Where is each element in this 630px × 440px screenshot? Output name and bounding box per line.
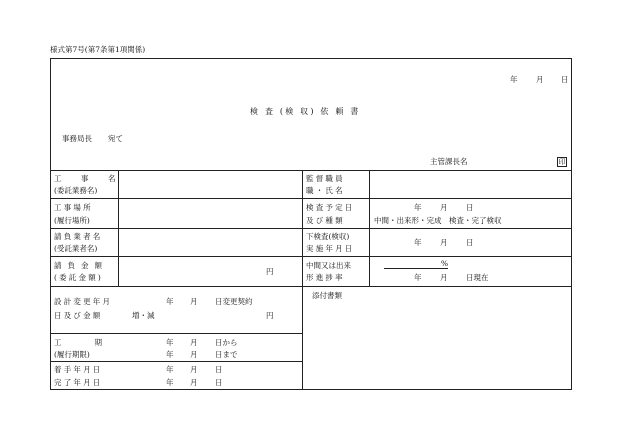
design-change-label2: 日及び金額 (54, 311, 103, 320)
period-to-day: 日まで (215, 350, 238, 359)
work-name-label2: (委託業務名) (54, 186, 98, 195)
period-from-month: 月 (190, 338, 198, 347)
completion-date-label: 完了年月日 (54, 378, 103, 387)
document-title: 検 査 (検 収) 依 頼 書 (250, 107, 361, 116)
date-month: 月 (536, 75, 544, 84)
row-line-4 (50, 286, 572, 287)
period-to-year: 年 (166, 350, 174, 359)
seal-stamp: 印 (558, 158, 566, 166)
form-number: 様式第7号(第7条第1項関係) (50, 45, 146, 54)
row-line-5 (50, 333, 302, 334)
design-change-year: 年 (166, 297, 174, 306)
supervisor-label2: 職・氏名 (306, 186, 345, 195)
date-day: 日 (561, 75, 569, 84)
chief-label: 主管課長名 (430, 157, 468, 166)
completion-year: 年 (166, 378, 174, 387)
period-label1: 工 期 (54, 338, 108, 347)
lower-inspection-label2: 実施年月日 (306, 244, 355, 253)
attachments-label: 添付書類 (312, 291, 342, 300)
progress-month: 月 (440, 273, 448, 282)
progress-label2: 形進捗率 (306, 273, 345, 282)
progress-year: 年 (414, 273, 422, 282)
work-name-label1: 工 事 名 (54, 174, 122, 183)
addressee-name: 事務局長 (62, 134, 92, 143)
start-year: 年 (166, 365, 174, 374)
contract-amount-label2: (委託金額) (54, 273, 104, 282)
col-line-middle (302, 170, 303, 390)
inspection-schedule-label2: 及び種類 (306, 216, 345, 225)
date-year: 年 (510, 75, 518, 84)
inspection-day: 日 (466, 203, 474, 212)
lower-inspection-year: 年 (414, 238, 422, 247)
col-line-right (369, 170, 370, 286)
period-from-year: 年 (166, 338, 174, 347)
progress-label1: 中間又は出来 (306, 261, 351, 270)
design-change-day: 日変更契約 (215, 297, 253, 306)
completion-day: 日 (215, 378, 223, 387)
start-date-label: 着手年月日 (54, 365, 103, 374)
progress-day-current: 日現在 (466, 273, 489, 282)
row-line-2 (50, 228, 572, 229)
period-from-day: 日から (215, 338, 238, 347)
addressee-suffix: 宛て (108, 134, 123, 143)
increase-decrease: 増・減 (132, 311, 155, 320)
design-change-label1: 設計変更年月 (54, 297, 113, 306)
lower-inspection-label1: 下検査(検収) (306, 232, 350, 241)
inspection-types: 中間・出来形・完成 検査・完了検収 (374, 216, 502, 225)
design-change-month: 月 (190, 297, 198, 306)
lower-inspection-month: 月 (440, 238, 448, 247)
period-to-month: 月 (190, 350, 198, 359)
work-location-label1: 工事場所 (54, 203, 93, 212)
table-top-line (50, 170, 572, 171)
contract-amount-unit: 円 (266, 267, 274, 276)
progress-percent-sign: % (441, 259, 449, 268)
inspection-schedule-label1: 検査予定日 (306, 203, 355, 212)
completion-month: 月 (190, 378, 198, 387)
start-month: 月 (190, 365, 198, 374)
supervisor-label1: 監督職員 (306, 174, 345, 183)
contract-amount-label1: 請負金額 (54, 261, 108, 270)
inspection-year: 年 (414, 203, 422, 212)
design-change-unit: 円 (266, 311, 274, 320)
col-line-left-upper (118, 170, 119, 286)
work-location-label2: (履行場所) (54, 216, 90, 225)
inspection-month: 月 (440, 203, 448, 212)
contractor-label1: 請負業者名 (54, 232, 103, 241)
contractor-label2: (受託業者名) (54, 244, 98, 253)
lower-inspection-day: 日 (466, 238, 474, 247)
progress-rate-line (384, 268, 448, 269)
period-label2: (履行期限) (54, 350, 90, 359)
row-line-1 (50, 198, 572, 199)
row-line-3 (50, 256, 572, 257)
start-day: 日 (215, 365, 223, 374)
row-line-6 (50, 361, 302, 362)
